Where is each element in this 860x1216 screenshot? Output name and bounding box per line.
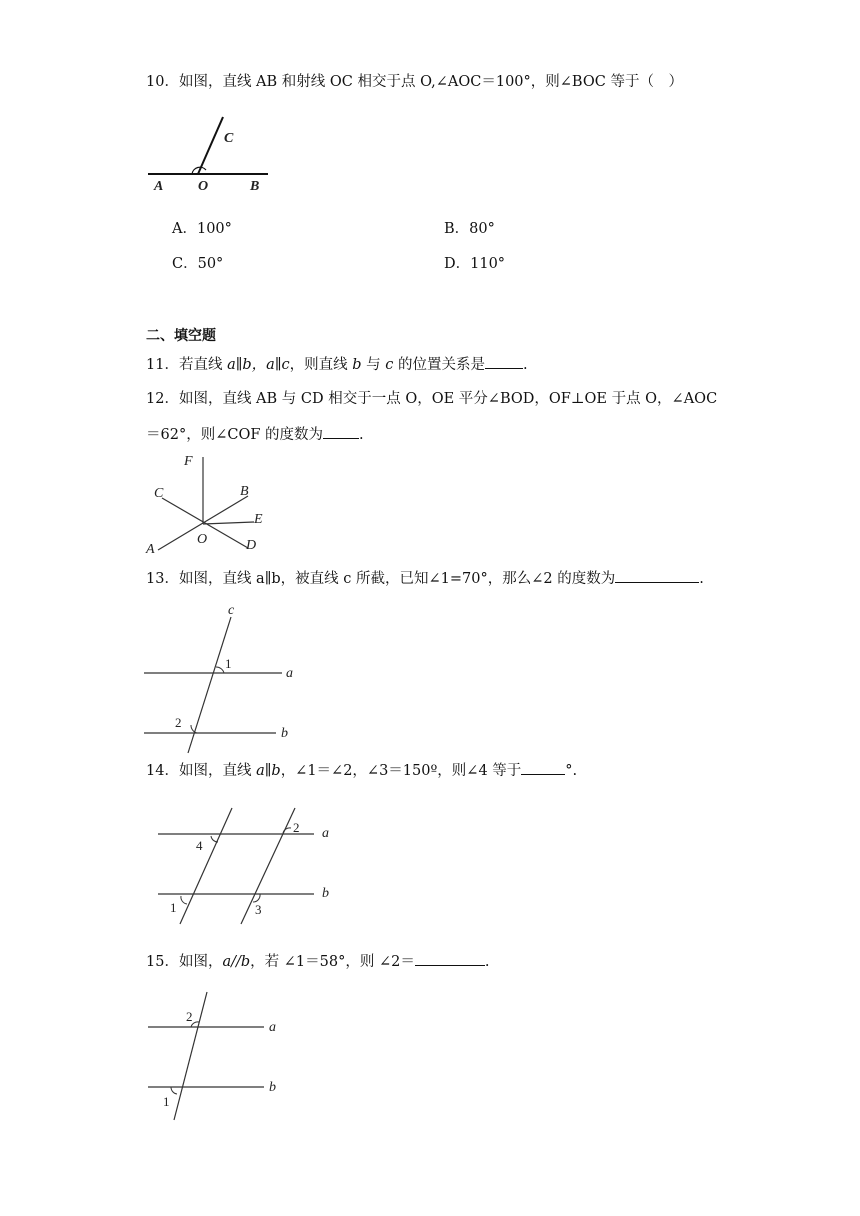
q14-label-b: b <box>322 886 329 901</box>
q10-option-c[interactable]: C．50° <box>172 256 224 272</box>
q11-math: a∥b，a∥c <box>227 357 290 373</box>
q12-label-f: F <box>184 454 193 469</box>
q11-post: 的位置关系是 <box>393 357 486 373</box>
q10-label-c: C <box>224 131 234 146</box>
q14-transversal-left <box>180 808 232 924</box>
q15-math: a//b <box>222 954 251 970</box>
q14-figure <box>156 806 341 928</box>
q13-answer-blank[interactable] <box>615 568 699 583</box>
q14-label-2: 2 <box>293 820 300 835</box>
q13-label-b: b <box>281 726 288 741</box>
q12-label-o: O <box>197 532 208 547</box>
q12-line1: 12．如图，直线 AB 与 CD 相交于一点 O，OE 平分∠BOD，OF⊥OE 于点 O，∠AOC <box>146 391 718 407</box>
q15-figure <box>146 990 286 1124</box>
q15-label-2: 2 <box>186 1009 193 1024</box>
q10-text: 10．如图，直线 AB 和射线 OC 相交于点 O,∠AOC＝100°，则∠BOC 等于（ ） <box>146 74 683 90</box>
q12-line2-text: ＝62°，则∠COF 的度数为 <box>146 427 324 443</box>
q11-end: . <box>523 357 528 373</box>
q10-label-o: O <box>198 179 209 194</box>
q12-figure <box>144 452 268 556</box>
q10-ray-oc <box>198 117 223 174</box>
q11-text <box>146 354 528 375</box>
q15-angle1-arc <box>171 1087 177 1094</box>
q11-pre: 11．若直线 <box>146 357 228 373</box>
q14-text <box>146 760 577 781</box>
q13-text <box>146 568 704 589</box>
q14-transversal-right <box>241 808 295 924</box>
q12-label-b: B <box>240 484 249 499</box>
q15-label-1: 1 <box>163 1094 170 1109</box>
q12-answer-blank[interactable] <box>323 424 359 439</box>
q10-option-b[interactable]: B．80° <box>444 221 495 237</box>
q12-line2 <box>146 424 364 445</box>
q15-answer-blank[interactable] <box>415 951 485 966</box>
q12-label-e: E <box>254 512 263 527</box>
q11-with: 与 <box>361 357 386 373</box>
q10-option-a[interactable]: A．100° <box>172 221 232 237</box>
q15-label-b: b <box>269 1080 276 1095</box>
section-title: 二、填空题 <box>146 328 216 344</box>
q14-label-4: 4 <box>196 838 203 853</box>
q12-label-a: A <box>146 542 155 557</box>
q12-label-d: D <box>246 538 257 553</box>
q11-answer-blank[interactable] <box>485 354 523 369</box>
q12-end: . <box>359 427 364 443</box>
q14-label-1: 1 <box>170 900 177 915</box>
q13-end: . <box>699 571 704 587</box>
q14-label-3: 3 <box>255 902 262 917</box>
q10-option-d[interactable]: D．110° <box>444 256 506 272</box>
q13-label-a: a <box>286 666 293 681</box>
q15-mid: ，若 ∠1＝58°，则 ∠2＝ <box>250 954 415 970</box>
q13-angle1-arc <box>216 667 224 673</box>
q14-post: ，∠1＝∠2，∠3＝150º，则∠4 等于 <box>280 763 522 779</box>
q12-label-c: C <box>154 486 164 501</box>
q12-ray-oe <box>203 522 254 524</box>
q13-body: 13．如图，直线 a∥b，被直线 c 所截，已知∠1=70°，那么∠2 的度数为 <box>146 571 616 587</box>
q13-label-2: 2 <box>175 715 182 730</box>
q14-angle1-arc <box>181 896 187 904</box>
q15-text <box>146 951 489 972</box>
q13-label-1: 1 <box>225 656 232 671</box>
q11-b: b <box>352 357 362 373</box>
q14-end: °. <box>565 763 578 779</box>
q15-label-a: a <box>269 1020 276 1035</box>
q13-label-c: c <box>228 603 235 618</box>
q11-c: c <box>385 357 394 373</box>
q15-pre: 15．如图， <box>146 954 223 970</box>
q14-pre: 14．如图，直线 <box>146 763 257 779</box>
q14-math: a∥b <box>256 763 281 779</box>
q14-answer-blank[interactable] <box>521 760 565 775</box>
q13-figure <box>142 603 302 755</box>
q15-end: . <box>484 954 490 970</box>
q10-label-b: B <box>250 179 260 194</box>
q11-mid: ，则直线 <box>289 357 353 373</box>
q10-label-a: A <box>154 179 164 194</box>
q14-label-a: a <box>322 826 329 841</box>
q10-figure <box>146 112 276 197</box>
